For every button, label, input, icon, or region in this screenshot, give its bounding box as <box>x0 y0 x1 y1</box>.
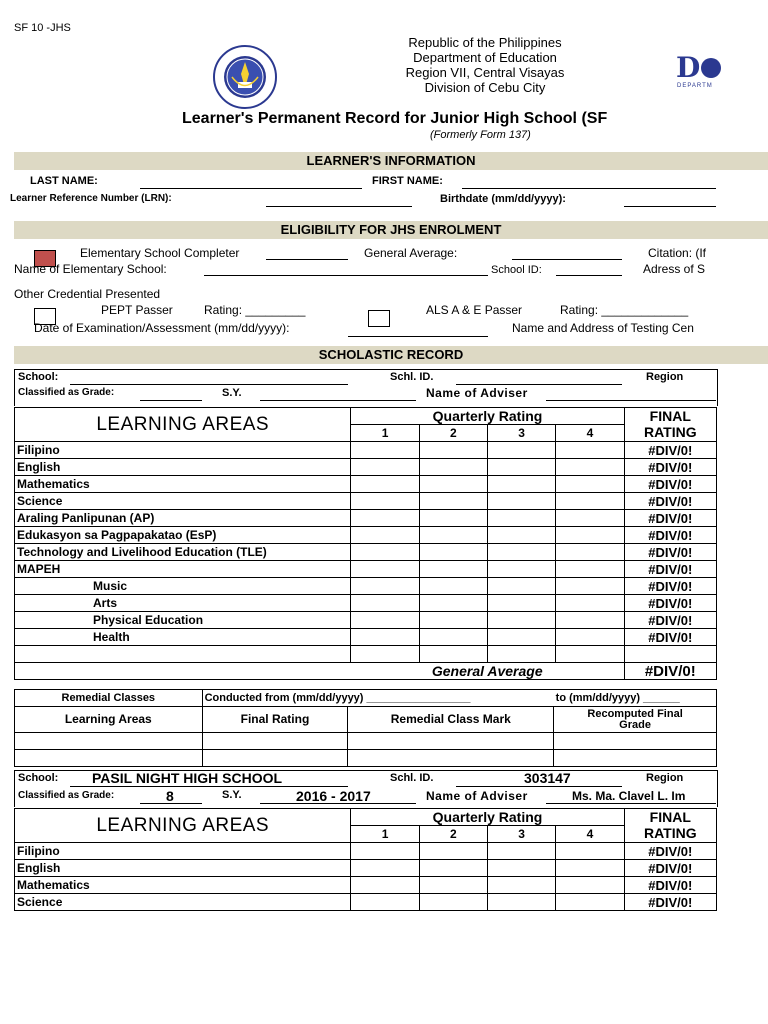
quarter-2-header-2: 2 <box>419 826 487 843</box>
lrn-field[interactable] <box>266 206 412 207</box>
final-rating-cell: #DIV/0! <box>624 578 716 595</box>
quarter-grade-cell[interactable] <box>351 527 419 544</box>
final-rating-cell: #DIV/0! <box>624 877 716 894</box>
subject-name: Araling Panlipunan (AP) <box>15 510 351 527</box>
record2-grade-value: 8 <box>166 788 174 804</box>
record1-school-label: School: <box>18 371 59 383</box>
quarter-grade-cell[interactable] <box>419 860 487 877</box>
pept-label: PEPT Passer <box>101 303 173 317</box>
als-rating-label: Rating: _____________ <box>560 303 689 317</box>
general-average-value: #DIV/0! <box>624 663 716 680</box>
subject-row <box>15 629 717 646</box>
first-name-label: FIRST NAME: <box>372 175 443 187</box>
quarter-grade-cell[interactable] <box>488 860 556 877</box>
final-rating-cell: #DIV/0! <box>624 476 716 493</box>
record1-sy-label: S.Y. <box>222 387 242 399</box>
quarter-grade-cell[interactable] <box>556 629 624 646</box>
elem-completer-line <box>266 259 348 260</box>
subject-name: Science <box>15 894 351 911</box>
quarter-3-header-2: 3 <box>488 826 556 843</box>
quarter-grade-cell[interactable] <box>556 510 624 527</box>
grade-cell[interactable] <box>556 646 624 663</box>
quarter-grade-cell[interactable] <box>419 493 487 510</box>
pept-rating-label: Rating: _________ <box>204 303 306 317</box>
quarter-grade-cell[interactable] <box>419 510 487 527</box>
first-name-field[interactable] <box>462 188 716 189</box>
subject-name: English <box>15 459 351 476</box>
subject-name: Edukasyon sa Pagpapakatao (EsP) <box>15 527 351 544</box>
recomputed-line1: Recomputed Final <box>587 707 683 720</box>
record2-school-value: PASIL NIGHT HIGH SCHOOL <box>92 770 283 786</box>
page-title: Learner's Permanent Record for Junior High School (SF <box>182 110 608 127</box>
subject-name: Physical Education <box>15 612 351 629</box>
header-division: Division of Cebu City <box>424 80 546 95</box>
school-id-field[interactable] <box>556 275 622 276</box>
als-checkbox[interactable] <box>368 310 390 327</box>
quarter-grade-cell[interactable] <box>556 843 624 860</box>
quarter-grade-cell[interactable] <box>419 612 487 629</box>
subject-row <box>15 476 717 493</box>
quarter-grade-cell[interactable] <box>351 612 419 629</box>
subject-row <box>15 894 717 911</box>
final-rating-cell: #DIV/0! <box>624 493 716 510</box>
remedial-to-label: to (mm/dd/yyyy) ______ <box>554 690 717 707</box>
quarter-grade-cell[interactable] <box>351 843 419 860</box>
record1-grade-label: Classified as Grade: <box>18 387 115 398</box>
subject-name: Health <box>15 629 351 646</box>
header-department: Department of Education <box>413 50 557 65</box>
subject-row <box>15 510 717 527</box>
record2-sy-value: 2016 - 2017 <box>296 788 371 804</box>
header-region: Region VII, Central Visayas <box>405 65 565 80</box>
subject-name: MAPEH <box>15 561 351 578</box>
recomputed-line2: Grade <box>619 718 651 731</box>
quarter-grade-cell[interactable] <box>556 493 624 510</box>
subject-name: Mathematics <box>15 877 351 894</box>
final-rating-cell: #DIV/0! <box>624 459 716 476</box>
quarter-grade-cell[interactable] <box>419 629 487 646</box>
remedial-conducted-label: Conducted from (mm/dd/yyyy) _________________ <box>202 690 554 707</box>
quarter-grade-cell[interactable] <box>351 544 419 561</box>
birthdate-field[interactable] <box>624 206 716 207</box>
quarter-grade-cell[interactable] <box>556 860 624 877</box>
quarter-grade-cell[interactable] <box>556 578 624 595</box>
lrn-label: Learner Reference Number (LRN): <box>10 193 172 204</box>
remedial-cell[interactable] <box>202 750 348 767</box>
deped-logo <box>676 51 721 84</box>
quarter-grade-cell[interactable] <box>488 629 556 646</box>
quarter-grade-cell[interactable] <box>556 877 624 894</box>
learner-info-heading: LEARNER'S INFORMATION <box>306 153 476 168</box>
quarter-grade-cell[interactable] <box>488 843 556 860</box>
record2-schlid-value: 303147 <box>524 770 571 786</box>
quarter-grade-cell[interactable] <box>556 544 624 561</box>
school-id-label: School ID: <box>491 264 542 276</box>
quarter-1-header-2: 1 <box>351 826 419 843</box>
final-rating-cell: #DIV/0! <box>624 894 716 911</box>
blank-row <box>15 646 351 663</box>
header-lines <box>360 35 610 95</box>
quarter-3-header: 3 <box>488 425 556 442</box>
citation-label: Citation: (If <box>648 246 707 260</box>
page-subtitle: (Formerly Form 137) <box>430 129 531 141</box>
header-republic: Republic of the Philippines <box>408 35 562 50</box>
subject-row <box>15 493 717 510</box>
form-code: SF 10 -JHS <box>14 22 71 34</box>
exam-date-field[interactable] <box>348 336 488 337</box>
quarter-grade-cell[interactable] <box>556 894 624 911</box>
remedial-col-final: Final Rating <box>202 707 348 733</box>
final-header-2: FINAL <box>624 809 716 826</box>
subject-row <box>15 527 717 544</box>
record2-region-label: Region <box>646 772 684 784</box>
subject-row <box>15 595 717 612</box>
gen-avg-field[interactable] <box>512 259 622 260</box>
birthdate-label: Birthdate (mm/dd/yyyy): <box>440 193 566 205</box>
record2-adviser-field <box>546 803 716 804</box>
record2-schlid-field <box>456 786 622 787</box>
elem-completer-label: Elementary School Completer <box>80 246 240 260</box>
quarter-grade-cell[interactable] <box>419 544 487 561</box>
scholastic-heading: SCHOLASTIC RECORD <box>318 347 464 362</box>
subject-row <box>15 860 717 877</box>
deped-seal-icon <box>212 44 278 110</box>
grade-cell[interactable] <box>419 646 487 663</box>
other-credential-label: Other Credential Presented <box>14 287 161 301</box>
quarter-4-header-2: 4 <box>556 826 624 843</box>
deped-logo-letter: D <box>676 51 701 84</box>
quarter-grade-cell[interactable] <box>488 561 556 578</box>
record1-schlid-label: Schl. ID. <box>390 371 434 383</box>
remedial-cell[interactable] <box>348 733 554 750</box>
final-rating-cell: #DIV/0! <box>624 860 716 877</box>
quarter-grade-cell[interactable] <box>419 459 487 476</box>
testing-center-label: Name and Address of Testing Cen <box>512 321 694 335</box>
subject-name: Technology and Livelihood Education (TLE) <box>15 544 351 561</box>
subject-row <box>15 544 717 561</box>
record1-region-label: Region <box>646 371 684 383</box>
quarter-grade-cell[interactable] <box>351 877 419 894</box>
quarter-grade-cell[interactable] <box>351 595 419 612</box>
quarter-grade-cell[interactable] <box>419 877 487 894</box>
last-name-field[interactable] <box>140 188 362 189</box>
learner-info-band <box>14 152 768 170</box>
record1-school-field[interactable] <box>70 384 348 385</box>
als-label: ALS A & E Passer <box>426 303 523 317</box>
scholastic-band <box>14 346 768 364</box>
quarter-grade-cell[interactable] <box>556 459 624 476</box>
subject-name: Music <box>15 578 351 595</box>
remedial-classes-label: Remedial Classes <box>15 690 203 707</box>
quarter-grade-cell[interactable] <box>488 877 556 894</box>
remedial-col-areas: Learning Areas <box>15 707 203 733</box>
remedial-table <box>14 689 717 767</box>
subject-row <box>15 442 717 459</box>
quarter-grade-cell[interactable] <box>556 612 624 629</box>
record2-sy-field <box>260 803 416 804</box>
quarter-grade-cell[interactable] <box>488 595 556 612</box>
quarter-grade-cell[interactable] <box>351 510 419 527</box>
subject-name: Arts <box>15 595 351 612</box>
quarter-grade-cell[interactable] <box>556 476 624 493</box>
remedial-cell[interactable] <box>348 750 554 767</box>
record2-school-field <box>70 786 348 787</box>
record2-adviser-value: Ms. Ma. Clavel L. Im <box>572 789 686 803</box>
final-rating-cell: #DIV/0! <box>624 612 716 629</box>
quarter-grade-cell[interactable] <box>419 442 487 459</box>
final-header: FINAL <box>624 408 716 425</box>
learning-areas-header: LEARNING AREAS <box>15 408 351 442</box>
record2-grade-field <box>140 803 202 804</box>
quarter-grade-cell[interactable] <box>556 442 624 459</box>
quarter-grade-cell[interactable] <box>488 894 556 911</box>
quarterly-rating-header-2: Quarterly Rating <box>351 809 624 826</box>
quarter-grade-cell[interactable] <box>419 595 487 612</box>
remedial-cell[interactable] <box>554 750 717 767</box>
record1-grade-field[interactable] <box>140 400 202 401</box>
quarter-grade-cell[interactable] <box>351 894 419 911</box>
record1-sy-field[interactable] <box>260 400 416 401</box>
elem-school-label: Name of Elementary School: <box>14 262 167 276</box>
deped-logo-sub: DEPARTM <box>677 83 713 89</box>
quarter-1-header: 1 <box>351 425 419 442</box>
quarter-grade-cell[interactable] <box>488 578 556 595</box>
quarterly-rating-header: Quarterly Rating <box>351 408 624 425</box>
quarter-grade-cell[interactable] <box>419 843 487 860</box>
subject-name: Filipino <box>15 843 351 860</box>
subject-row <box>15 459 717 476</box>
quarter-grade-cell[interactable] <box>488 527 556 544</box>
eligibility-band <box>14 221 768 239</box>
address-label: Adress of S <box>643 262 706 276</box>
record2-schlid-label: Schl. ID. <box>390 772 434 784</box>
record2-grade-label: Classified as Grade: <box>18 790 115 801</box>
final-rating-cell: #DIV/0! <box>624 561 716 578</box>
exam-date-label: Date of Examination/Assessment (mm/dd/yyyy): <box>34 321 290 335</box>
eligibility-heading: ELIGIBILITY FOR JHS ENROLMENT <box>280 222 502 237</box>
record2-school-label: School: <box>18 772 59 784</box>
quarter-grade-cell[interactable] <box>351 629 419 646</box>
gen-avg-spacer <box>15 663 351 680</box>
remedial-cell[interactable] <box>554 733 717 750</box>
subject-row <box>15 877 717 894</box>
subject-row <box>15 561 717 578</box>
subject-name: English <box>15 860 351 877</box>
quarter-grade-cell[interactable] <box>556 595 624 612</box>
general-average-label: General Average <box>351 663 624 680</box>
learning-areas-header-2: LEARNING AREAS <box>15 809 351 843</box>
record2-sy-label: S.Y. <box>222 789 242 801</box>
quarter-grade-cell[interactable] <box>488 476 556 493</box>
final-cell <box>624 646 716 663</box>
quarter-grade-cell[interactable] <box>556 561 624 578</box>
quarter-grade-cell[interactable] <box>351 442 419 459</box>
quarter-grade-cell[interactable] <box>488 544 556 561</box>
final-rating-cell: #DIV/0! <box>624 595 716 612</box>
quarter-4-header: 4 <box>556 425 624 442</box>
subject-name: Mathematics <box>15 476 351 493</box>
quarter-grade-cell[interactable] <box>351 561 419 578</box>
subject-row <box>15 612 717 629</box>
final-rating-cell: #DIV/0! <box>624 544 716 561</box>
record2-adviser-label: Name of Adviser <box>426 789 528 803</box>
quarter-grade-cell[interactable] <box>556 527 624 544</box>
quarter-grade-cell[interactable] <box>419 476 487 493</box>
quarter-grade-cell[interactable] <box>488 510 556 527</box>
remedial-cell[interactable] <box>15 733 203 750</box>
quarter-grade-cell[interactable] <box>419 561 487 578</box>
last-name-label: LAST NAME: <box>30 175 98 187</box>
final-rating-cell: #DIV/0! <box>624 442 716 459</box>
rating-header-2: RATING <box>624 826 716 843</box>
quarter-grade-cell[interactable] <box>419 527 487 544</box>
record1-adviser-field[interactable] <box>546 400 716 401</box>
record1-schlid-field[interactable] <box>456 384 622 385</box>
subject-row <box>15 843 717 860</box>
remedial-cell[interactable] <box>15 750 203 767</box>
remedial-cell[interactable] <box>202 733 348 750</box>
subject-row <box>15 578 717 595</box>
remedial-col-mark: Remedial Class Mark <box>348 707 554 733</box>
quarter-grade-cell[interactable] <box>351 578 419 595</box>
subject-name: Filipino <box>15 442 351 459</box>
quarter-grade-cell[interactable] <box>488 442 556 459</box>
quarter-grade-cell[interactable] <box>351 860 419 877</box>
final-rating-cell: #DIV/0! <box>624 527 716 544</box>
quarter-grade-cell[interactable] <box>419 894 487 911</box>
quarter-2-header: 2 <box>419 425 487 442</box>
quarter-grade-cell[interactable] <box>419 578 487 595</box>
gen-avg-label: General Average: <box>364 246 458 260</box>
remedial-col-recomputed <box>554 707 717 733</box>
record1-adviser-label: Name of Adviser <box>426 386 528 400</box>
quarter-grade-cell[interactable] <box>488 459 556 476</box>
quarter-grade-cell[interactable] <box>488 612 556 629</box>
record1-grades-table <box>14 407 717 680</box>
quarter-grade-cell[interactable] <box>488 493 556 510</box>
elem-school-field[interactable] <box>204 275 488 276</box>
quarter-grade-cell[interactable] <box>351 459 419 476</box>
quarter-grade-cell[interactable] <box>351 476 419 493</box>
grade-cell[interactable] <box>488 646 556 663</box>
final-rating-cell: #DIV/0! <box>624 510 716 527</box>
final-rating-cell: #DIV/0! <box>624 843 716 860</box>
quarter-grade-cell[interactable] <box>351 493 419 510</box>
final-rating-cell: #DIV/0! <box>624 629 716 646</box>
record2-grades-table <box>14 808 717 911</box>
grade-cell[interactable] <box>351 646 419 663</box>
rating-header: RATING <box>624 425 716 442</box>
subject-name: Science <box>15 493 351 510</box>
